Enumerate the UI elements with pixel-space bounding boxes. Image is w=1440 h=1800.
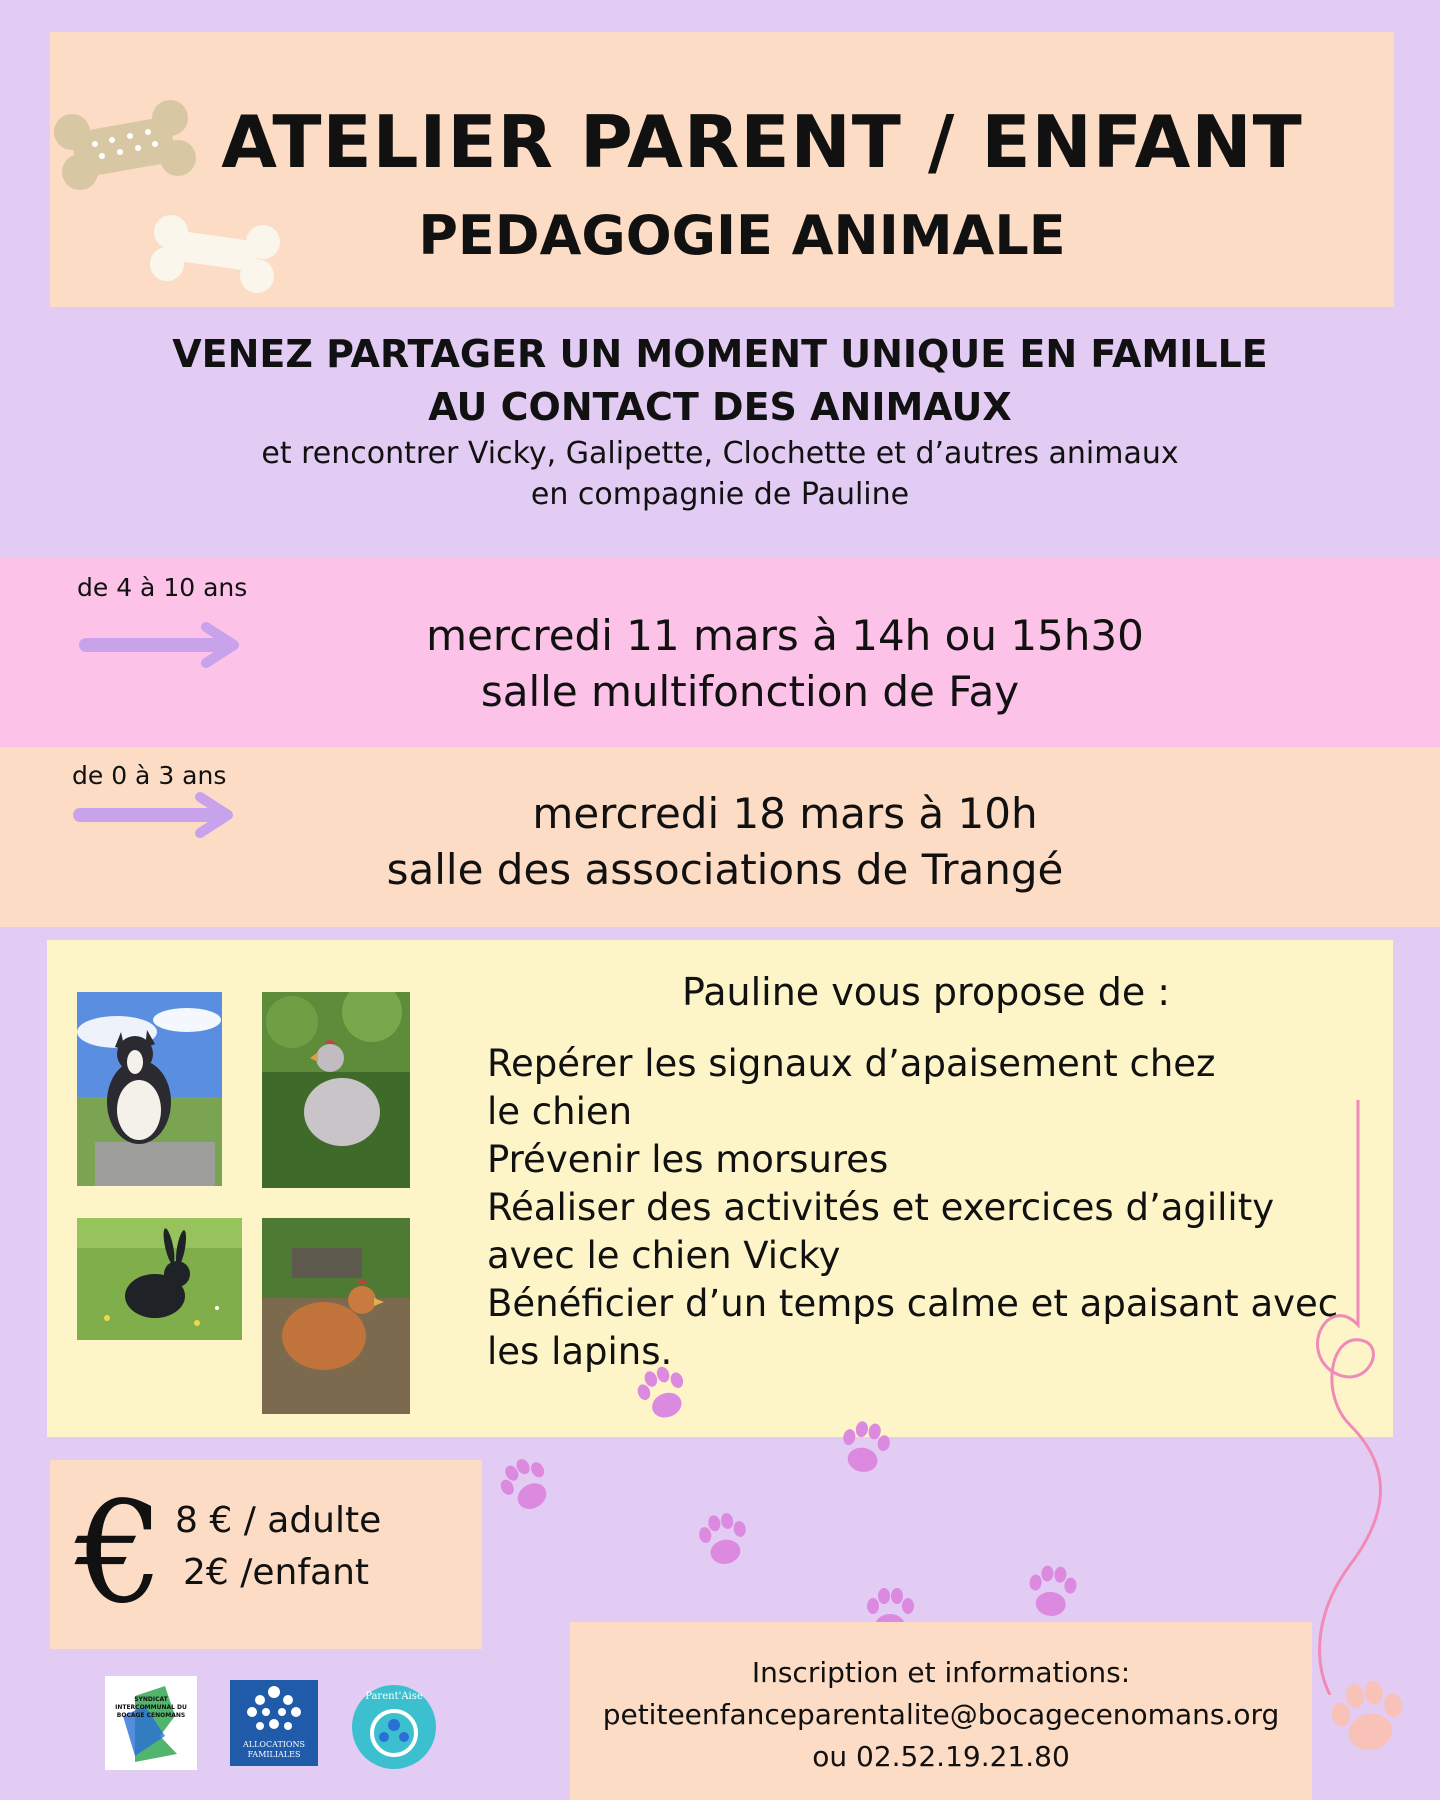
program-heading: Pauline vous propose de : xyxy=(682,970,1171,1014)
session-date: mercredi 11 mars à 14h ou 15h30 xyxy=(426,611,1144,660)
registration-heading: Inscription et informations: xyxy=(751,1656,1131,1689)
activity-line: Bénéficier d’un temps calme et apaisant avec xyxy=(487,1282,1339,1325)
activity-line: Prévenir les morsures xyxy=(487,1138,889,1181)
contact-phone[interactable]: ou 02.52.19.21.80 xyxy=(812,1740,1070,1773)
page-subtitle: PEDAGOGIE ANIMALE xyxy=(418,204,1066,267)
intro-heading-line2: AU CONTACT DES ANIMAUX xyxy=(428,385,1012,429)
caf-logo xyxy=(230,1680,318,1766)
intro-heading-line1: VENEZ PARTAGER UN MOMENT UNIQUE EN FAMILLE xyxy=(172,332,1268,376)
age-label: de 0 à 3 ans xyxy=(72,761,227,790)
activity-line: le chien xyxy=(487,1090,633,1133)
intro-text-line1: et rencontrer Vicky, Galipette, Clochette et d’autres animaux xyxy=(261,436,1179,471)
caf-logo-text: ALLOCATIONS FAMILIALES xyxy=(243,1740,305,1759)
session-place: salle multifonction de Fay xyxy=(480,667,1020,716)
activity-line: Réaliser des activités et exercices d’agility xyxy=(487,1186,1275,1229)
age-label: de 4 à 10 ans xyxy=(77,573,248,602)
intro-text-line2: en compagnie de Pauline xyxy=(530,477,910,512)
activity-line: Repérer les signaux d’apaisement chez xyxy=(487,1042,1216,1085)
parentaise-logo xyxy=(352,1685,436,1769)
registration-box xyxy=(570,1622,1312,1800)
price-box xyxy=(50,1460,482,1649)
activity-line: avec le chien Vicky xyxy=(487,1234,841,1277)
contact-email[interactable]: petiteenfanceparentalite@bocagecenomans.org xyxy=(602,1698,1280,1731)
euro-icon: € xyxy=(75,1472,165,1635)
session-date: mercredi 18 mars à 10h xyxy=(532,789,1038,838)
session-place: salle des associations de Trangé xyxy=(386,845,1064,894)
activity-line: les lapins. xyxy=(487,1330,673,1373)
price-child: 2€ /enfant xyxy=(183,1552,370,1593)
syndicat-logo-text: SYNDICAT INTERCOMMUNAL DU BOCAGE CENOMANS xyxy=(115,1696,187,1719)
parentaise-logo-text: Parent'Aise xyxy=(365,1691,423,1702)
price-adult: 8 € / adulte xyxy=(175,1500,382,1541)
syndicat-bocage-logo xyxy=(105,1676,197,1770)
page-title: ATELIER PARENT / ENFANT xyxy=(221,100,1303,184)
